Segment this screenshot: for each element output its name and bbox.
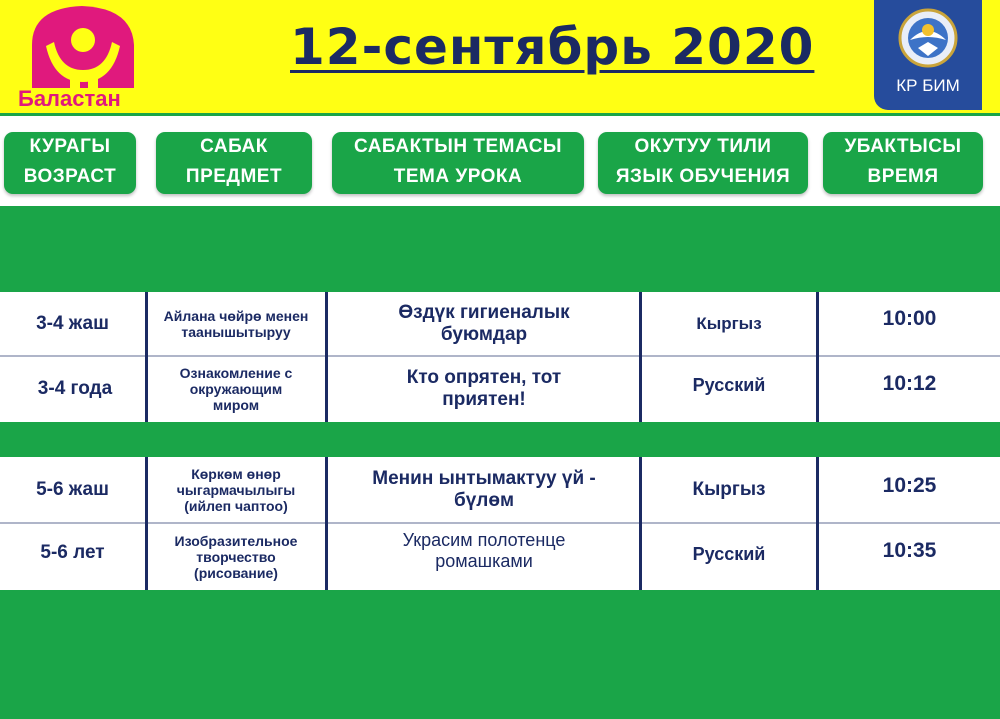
schedule-group-1	[0, 292, 1000, 422]
table-cell-topic: Кто опрятен, тот приятен!	[406, 367, 562, 410]
table-cell-age: 3-4 года	[37, 378, 113, 399]
state-emblem-icon	[874, 0, 982, 75]
column-divider	[145, 457, 148, 590]
column-header-topic: САБАКТЫН ТЕМАСЫ ТЕМА УРОКА	[332, 132, 584, 194]
table-cell-subject: Изобразительное творчество (рисование)	[174, 532, 298, 581]
table-cell-subject: Көркөм өнөр чыгармачылыгы (ийлеп чаптоо)	[176, 466, 296, 514]
table-cell-subject: Айлана чөйрө менен таанышытыруу	[163, 308, 309, 340]
table-cell-time: 10:35	[882, 539, 937, 562]
column-header-language: ОКУТУУ ТИЛИ ЯЗЫК ОБУЧЕНИЯ	[598, 132, 808, 194]
emblem-label: КР БИМ	[896, 76, 960, 95]
table-cell-time: 10:25	[882, 474, 937, 497]
table-cell-topic: Өздүк гигиеналык буюмдар	[398, 302, 570, 345]
table-cell-language: Русский	[692, 543, 766, 564]
logo-wordmark: Баластан	[18, 86, 121, 110]
kr-bim-emblem	[874, 0, 982, 110]
table-cell-time: 10:12	[882, 372, 937, 395]
column-divider	[145, 292, 148, 422]
header-bar	[0, 0, 1000, 113]
table-cell-language: Кыргыз	[692, 479, 766, 500]
column-divider	[816, 292, 819, 422]
table-cell-topic: Украсим полотенце ромашками	[402, 530, 566, 571]
table-cell-topic: Менин ынтымактуу үй - бүлөм	[372, 468, 596, 511]
column-divider	[816, 457, 819, 590]
balastan-logo	[12, 0, 162, 110]
table-cell-age: 5-6 жаш	[36, 479, 109, 500]
column-header-subject: САБАК ПРЕДМЕТ	[156, 132, 312, 194]
page-title: 12-сентябрь 2020	[290, 18, 815, 76]
column-header-age: КУРАГЫ ВОЗРАСТ	[4, 132, 136, 194]
table-cell-language: Русский	[692, 374, 766, 395]
table-cell-subject: Ознакомление с окружающим миром	[179, 365, 293, 413]
table-cell-age: 5-6 лет	[40, 542, 105, 563]
column-divider	[325, 457, 328, 590]
column-header-time: УБАКТЫСЫ ВРЕМЯ	[823, 132, 983, 194]
table-cell-age: 3-4 жаш	[36, 313, 109, 334]
schedule-group-2	[0, 457, 1000, 590]
table-cell-time: 10:00	[882, 307, 937, 330]
table-cell-language: Кыргыз	[696, 314, 762, 333]
column-divider	[325, 292, 328, 422]
column-divider	[639, 457, 642, 590]
column-divider	[639, 292, 642, 422]
